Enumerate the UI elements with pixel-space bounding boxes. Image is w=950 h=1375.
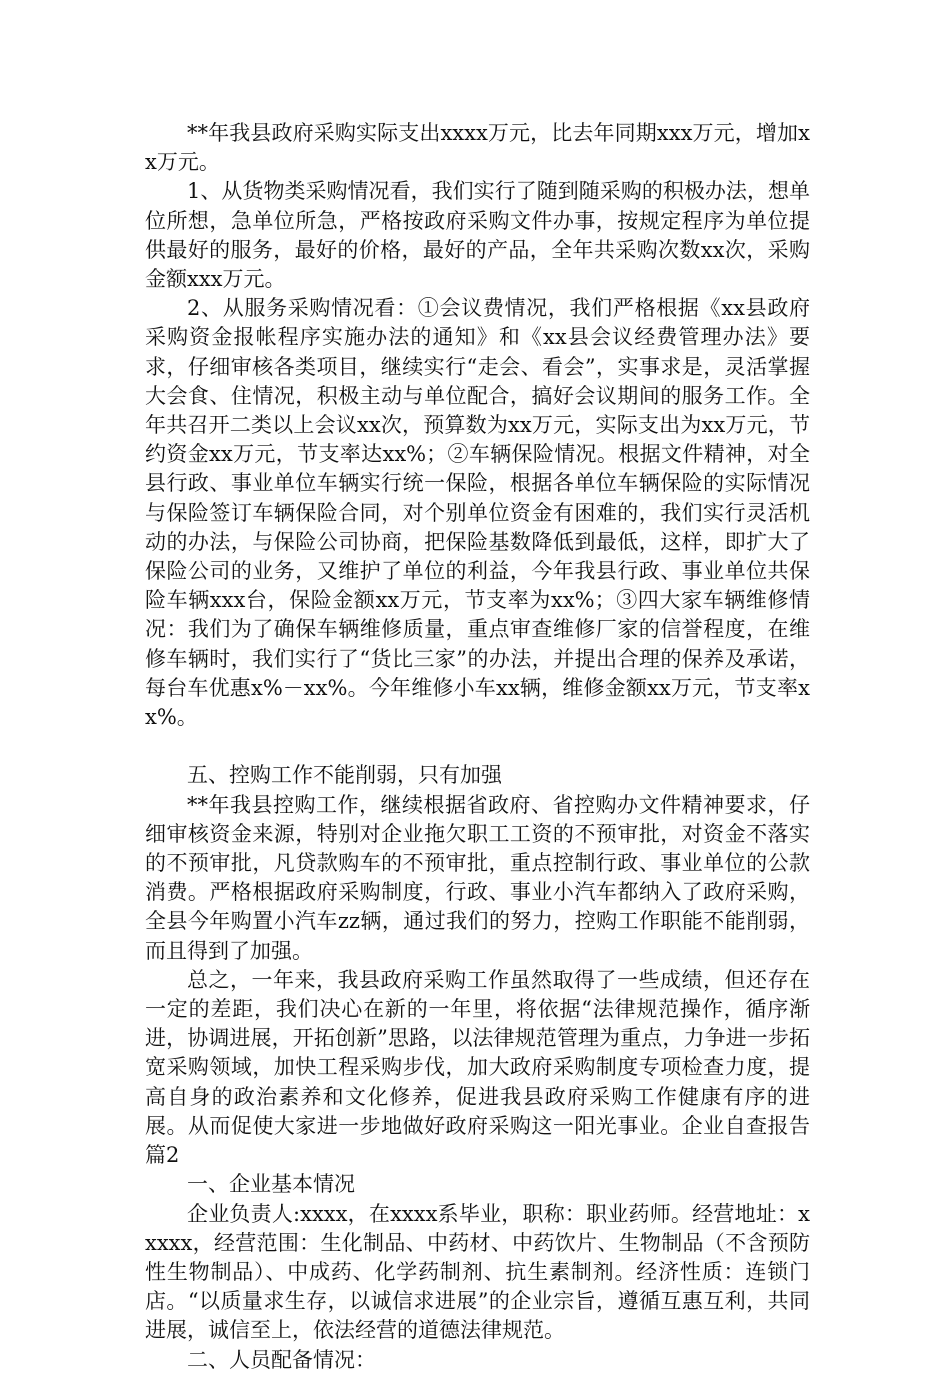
section-heading-purchase-control: 五、控购工作不能削弱，只有加强 [187, 763, 502, 788]
paragraph-enterprise-info: 企业负责人:xxxx，在xxxx系毕业，职称：职业药师。经营地址：xxxxx，经营范围：生化制品、中药材、中药饮片、生物制品（不含预防性生物制品）、中成药、化学药制剂、抗生素制剂。经济性质：连锁门店。“以质量求生存，以诚信求进展”的企业宗旨，遵循互惠互利，共同进展，诚信至上，依法经营的道德法律规范。 [145, 1201, 810, 1343]
section-heading-staffing: 二、人员配备情况： [187, 1347, 376, 1372]
paragraph-purchase-control: **年我县控购工作，继续根据省政府、省控购办文件精神要求，仔细审核资金来源，特别对企业拖欠职工工资的不预审批，对资金不落实的不预审批，凡贷款购车的不预审批，重点控制行政、事业单位的公款消费。严格根据政府采购制度，行政、事业小汽车都纳入了政府采购，全县今年购置小汽车zz辆，通过我们的努力，控购工作职能不能削弱，而且得到了加强。 [145, 792, 810, 963]
paragraph-conclusion: 总之，一年来，我县政府采购工作虽然取得了一些成绩，但还存在一定的差距，我们决心在新的一年里，将依据“法律规范操作，循序渐进，协调进展，开拓创新”思路，以法律规范管理为重点，力争进一步拓宽采购领域，加快工程采购步伐，加大政府采购制度专项检查力度，提高自身的政治素养和文化修养，促进我县政府采购工作健康有序的进展。从而促使大家进一步地做好政府采购这一阳光事业。企业自查报告 篇2 [145, 967, 810, 1168]
paragraph-service-procurement: 2、从服务采购情况看：①会议费情况，我们严格根据《xx县政府采购资金报帐程序实施办法的通知》和《xx县会议经费管理办法》要求，仔细审核各类项目，继续实行“走会、看会”，实事求是，灵活掌握大会食、住情况，积极主动与单位配合，搞好会议期间的服务工作。全年共召开二类以上会议xx次，预算数为xx万元，实际支出为xx万元，节约资金xx万元，节支率达xx%；②车辆保险情况。根据文件精神，对全县行政、事业单位车辆实行统一保险，根据各单位车辆保险的实际情况与保险签订车辆保险合同，对个别单位资金有困难的，我们实行灵活机动的办法，与保险公司协商，把保险基数降低到最低，这样，即扩大了保险公司的业务，又维护了单位的利益，今年我县行政、事业单位共保险车辆xxx台，保险金额xx万元，节支率为xx%；③四大家车辆维修情况：我们为了确保车辆维修质量，重点审查维修厂家的信誉程度，在维修车辆时，我们实行了“货比三家”的办法，并提出合理的保养及承诺，每台车优惠x%－xx%。今年维修小车xx辆，维修金额xx万元，节支率xx%。 [145, 296, 810, 730]
document-body [145, 119, 810, 1375]
paragraph-expenditure-summary: **年我县政府采购实际支出xxxx万元，比去年同期xxx万元，增加xx万元。 [145, 121, 810, 175]
section-heading-enterprise-info: 一、企业基本情况 [187, 1172, 355, 1197]
paragraph-goods-procurement: 1、从货物类采购情况看，我们实行了随到随采购的积极办法，想单位所想，急单位所急，严格按政府采购文件办事，按规定程序为单位提供最好的服务，最好的价格，最好的产品，全年共采购次数xx次，采购金额xxx万元。 [145, 179, 810, 292]
blank-line [145, 732, 810, 761]
